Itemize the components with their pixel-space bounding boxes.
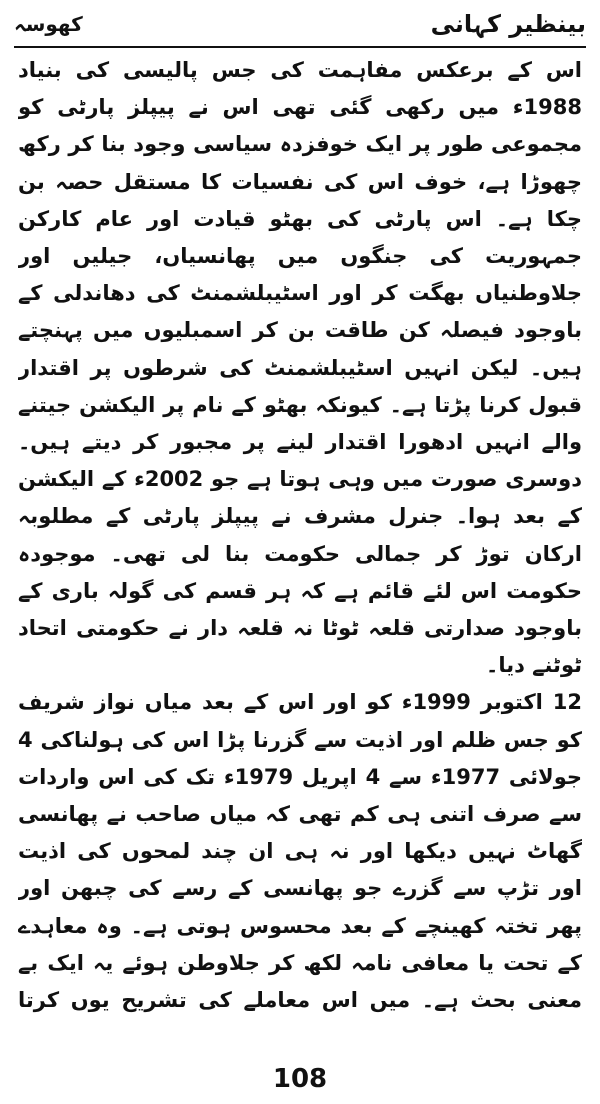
paragraph: 12 اکتوبر 1999ء کو اور اس کے بعد میاں نواز شریف کو جس ظلم اور اذیت سے گزرنا پڑا اس کی ہولناکی 4 جولائی 1977ء سے 4 اپریل 1979ء تک کی اس واردات سے صرف اتنی ہی کم تھی کہ میاں صاحب نے پھانسی گھاٹ نہیں دیکھا اور نہ ہی ان چند لمحوں کی اذیت اور تڑپ سے گزرے جو پھانسی کے رسے کی چبھن اور پھر تختہ کھینچے کے بعد محسوس ہوتی ہے۔ وہ معاہدے کے تحت یا معافی نامہ لکھ کر جلاوطن ہوئے یہ ایک بے معنی بحث ہے۔ میں اس معاملے کی تشریح یوں کرتا [18, 690, 582, 1013]
page-header [14, 4, 586, 44]
author-name: کھوسہ [14, 12, 83, 36]
page-number: 108 [272, 1064, 328, 1094]
paragraph: اس کے برعکس مفاہمت کی جس پالیسی کی بنیاد 1988ء میں رکھی گئی تھی اس نے پیپلز پارٹی کو مجموعی طور پر ایک خوفزدہ سیاسی وجود بنا کر رکھ چھوڑا ہے، خوف اس کی نفسیات کا مستقل حصہ بن چکا ہے۔ اس پارٹی کی بھٹو قیادت اور عام کارکن جمہوریت کی جنگوں میں پھانسیاں، جیلیں اور جلاوطنیاں بھگت کر اور اسٹیبلشمنٹ کی دھاندلی کے باوجود فیصلہ کن طاقت بن کر اسمبلیوں میں پہنچتے ہیں۔ لیکن انہیں اسٹیبلشمنٹ کی شرطوں پر اقتدار قبول کرنا پڑتا ہے۔ کیونکہ بھٹو کے نام پر الیکشن جیتنے والے انہیں ادھورا اقتدار لینے پر مجبور کر دیتے ہیں۔ دوسری صورت میں وہی ہوتا ہے جو 2002ء کے الیکشن کے بعد ہوا۔ جنرل مشرف نے پیپلز پارٹی کے مطلوبہ ارکان توڑ کر جمالی حکومت بنا لی تھی۔ موجودہ حکومت اس لئے قائم ہے کہ ہر قسم کی گولہ باری کے باوجود صدارتی قلعہ ٹوٹا نہ قلعہ دار نے حکومتی اتحاد ٹوٹنے دیا۔ [18, 58, 582, 678]
header-divider [14, 46, 586, 48]
body-text [18, 52, 582, 1024]
book-title: بینظیر کہانی [430, 10, 586, 38]
